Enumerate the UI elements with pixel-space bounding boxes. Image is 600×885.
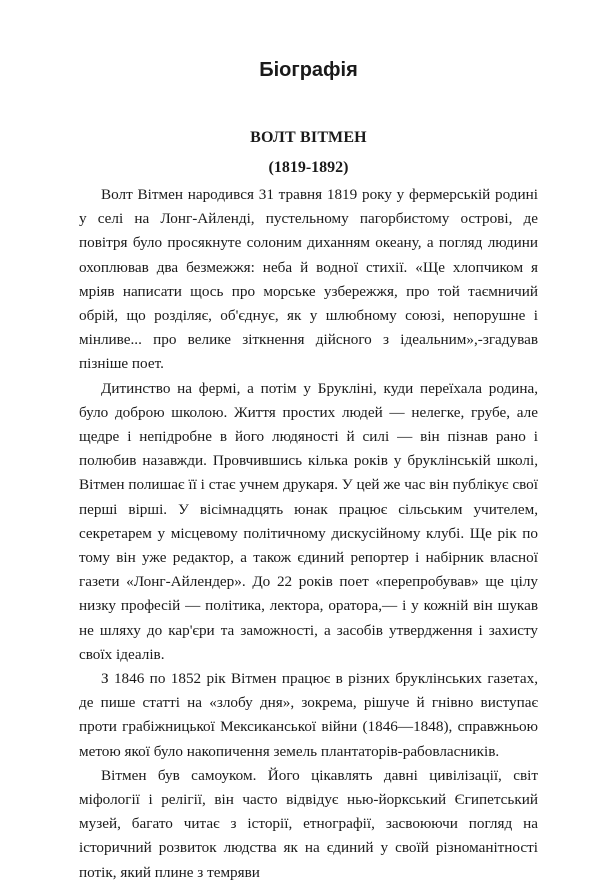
paragraph: Волт Вітмен народився 31 травня 1819 року у фермерській родині у селі на Лонг-Айленді, пустельному пагорбистому острові, де повітря було просякнуте солоним диханням океану, а погляд людини охоплював два безмежжя: неба й водної стихії. «Ще хлопчиком я мріяв написати щось про морське узбережжя, про той таємничий обрій, що розділяє, об'єднує, як у шлюбному союзі, непорушне і мінливе... про велике зіткнення дійсного з ідеальним»,-згадував пізніше поет. [79,186,538,373]
life-years: (1819-1892) [268,159,349,176]
paragraph: Дитинство на фермі, а потім у Брукліні, куди переїхала родина, було доброю школою. Життя простих людей — нелегке, грубе, але щедре і непідробне в його людяності й силі — він пізнав рано і полюбив назавжди. Провчившись кілька років у бруклінській школі, Вітмен полишає її і стає учнем друкаря. У цей же час він публікує свої перші вірші. У вісімнадцять юнак працює сільським учителем, секретарем у місцевому політичному дискусійному клубі. Ще рік по тому він уже редактор, а також єдиний репортер і набірник власної газети «Лонг-Айлендер». До 22 років поет «перепробував» ще цілу низку професій — політика, лектора, оратора,— і у кожній він шукав не шляху до кар'єри та заможності, а засобів утвердження і захисту своїх ідеалів. [79,379,538,663]
document-page [79,56,538,885]
page-title: Біографія [259,59,358,81]
paragraph: З 1846 по 1852 рік Вітмен працює в різних бруклінських газетах, де пише статті на «злобу дня», зокрема, рішуче й гнівно виступає проти грабіжницької Мексиканської війни (1846—1848), справжньою метою якої було накопичення земель плантаторів-рабовласників. [79,670,538,760]
paragraph: Вітмен був самоуком. Його цікавлять давні цивілізації, світ міфології і релігії, він часто відвідує нью-йоркський Єгипетський музей, багато читає з історії, етнографії, засвоюючи погляд на історичний розвиток людства як на єдиний у своїй різноманітності потік, який плине з темряви [79,766,538,881]
biography-text [79,183,538,885]
author-name: ВОЛТ ВІТМЕН [250,129,367,146]
